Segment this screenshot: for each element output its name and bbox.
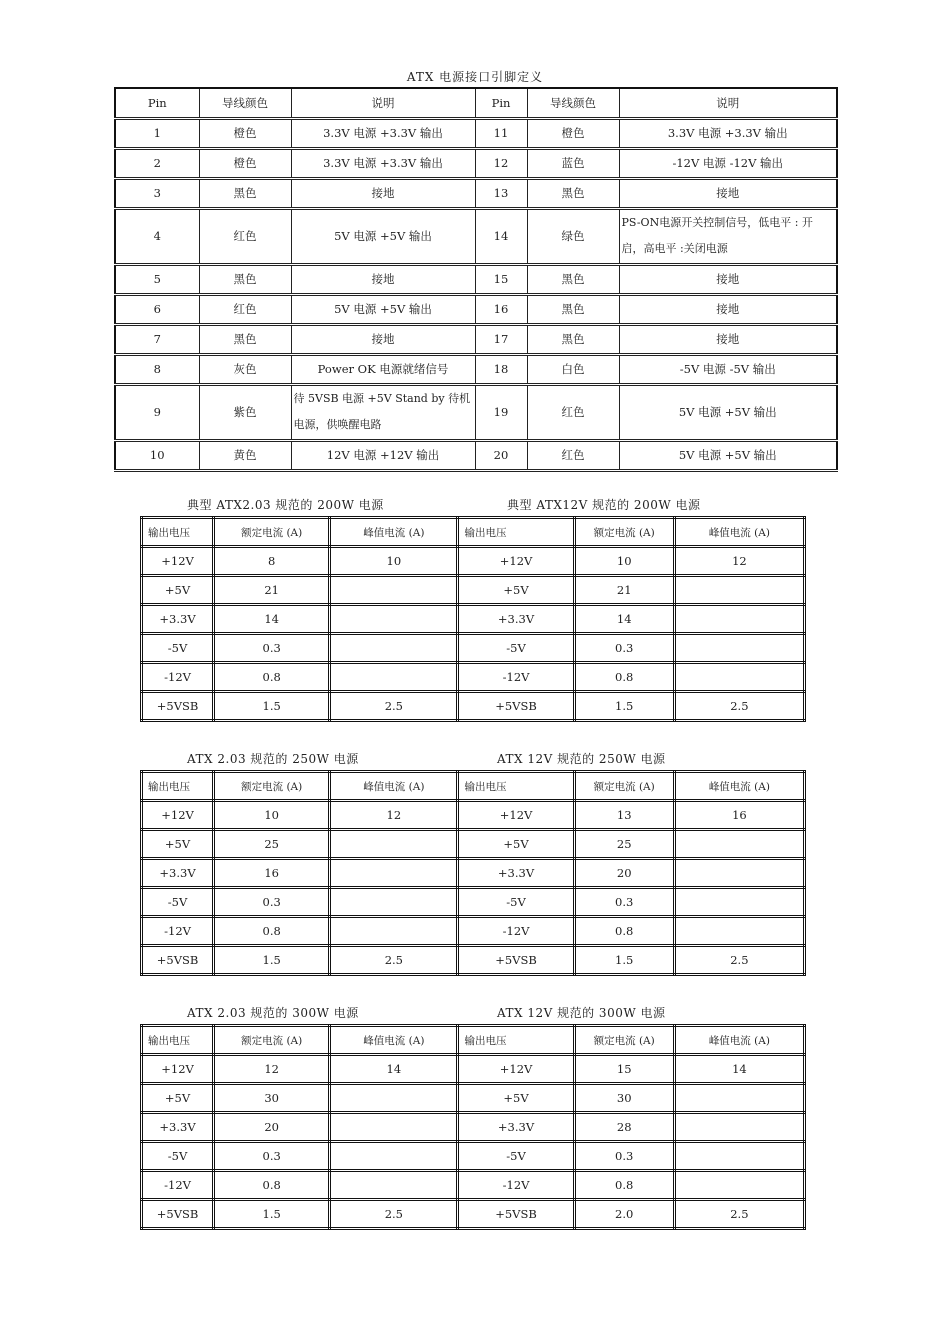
- table-cell: 10: [330, 547, 458, 576]
- power-spec-table: [140, 516, 806, 722]
- table-header-row: [115, 88, 837, 118]
- table-cell: 紫色: [199, 384, 291, 440]
- table-cell: 橙色: [199, 118, 291, 148]
- table-cell: 0.8: [214, 1171, 330, 1200]
- table-cell: 0.8: [574, 917, 674, 946]
- table-cell: 1.5: [214, 946, 330, 975]
- table-cell: 0.3: [574, 888, 674, 917]
- table-row: [115, 440, 837, 470]
- table-cell: 28: [574, 1113, 674, 1142]
- table-cell: 2.5: [674, 1200, 804, 1229]
- table-cell: +12V: [458, 801, 574, 830]
- column-header: Pin: [475, 88, 527, 118]
- table-row: [142, 946, 805, 975]
- table-cell: [330, 1084, 458, 1113]
- power-spec-table: [140, 1024, 806, 1230]
- table-cell: [330, 576, 458, 605]
- table-cell: 3.3V 电源 +3.3V 输出: [291, 118, 475, 148]
- table-cell: 19: [475, 384, 527, 440]
- table-cell: +5V: [458, 830, 574, 859]
- table-cell: -5V 电源 -5V 输出: [619, 354, 837, 384]
- column-header: 输出电压: [458, 518, 574, 547]
- table-header-row: [142, 772, 805, 801]
- table-cell: +3.3V: [458, 1113, 574, 1142]
- table-cell: [674, 1142, 804, 1171]
- table-cell: +5V: [142, 830, 214, 859]
- table-row: [115, 148, 837, 178]
- column-header: 额定电流 (A): [574, 518, 674, 547]
- table-cell: 6: [115, 294, 199, 324]
- table-cell: 5V 电源 +5V 输出: [619, 384, 837, 440]
- table-cell: 12V 电源 +12V 输出: [291, 440, 475, 470]
- table-cell: 14: [674, 1055, 804, 1084]
- table-row: [115, 384, 837, 440]
- table-cell: 5V 电源 +5V 输出: [291, 294, 475, 324]
- table-cell: 1: [115, 118, 199, 148]
- table-cell: 3.3V 电源 +3.3V 输出: [291, 148, 475, 178]
- table-cell: -12V: [458, 917, 574, 946]
- table-cell: 20: [475, 440, 527, 470]
- table-cell: 21: [574, 576, 674, 605]
- table-cell: -12V: [142, 917, 214, 946]
- table-cell: 9: [115, 384, 199, 440]
- table-cell: 10: [115, 440, 199, 470]
- table-cell: 1.5: [214, 1200, 330, 1229]
- table-cell: 2.5: [330, 946, 458, 975]
- table-cell: -5V: [458, 634, 574, 663]
- table-row: [115, 354, 837, 384]
- table-cell: 灰色: [199, 354, 291, 384]
- table-cell: 20: [574, 859, 674, 888]
- table-cell: +5VSB: [142, 1200, 214, 1229]
- column-header: 输出电压: [458, 1026, 574, 1055]
- table-cell: 黑色: [527, 264, 619, 294]
- spec-caption-right: 典型 ATX12V 规范的 200W 电源: [507, 498, 701, 512]
- table-cell: 黑色: [527, 294, 619, 324]
- table-cell: +5VSB: [458, 946, 574, 975]
- table-cell: +12V: [142, 547, 214, 576]
- table-cell: 2.5: [330, 692, 458, 721]
- table-cell: 13: [574, 801, 674, 830]
- column-header: 峰值电流 (A): [330, 772, 458, 801]
- table-cell: 黑色: [199, 264, 291, 294]
- table-row: [142, 859, 805, 888]
- spec-caption-left: ATX 2.03 规范的 250W 电源: [187, 752, 359, 766]
- table-cell: 蓝色: [527, 148, 619, 178]
- table-row: [115, 294, 837, 324]
- table-row: [142, 1084, 805, 1113]
- spec-caption-left: 典型 ATX2.03 规范的 200W 电源: [187, 498, 384, 512]
- table-cell: 橙色: [527, 118, 619, 148]
- table-cell: Power OK 电源就绪信号: [291, 354, 475, 384]
- table-row: [115, 324, 837, 354]
- table-cell: 2.5: [674, 692, 804, 721]
- table-row: [142, 547, 805, 576]
- column-header: 额定电流 (A): [574, 1026, 674, 1055]
- table-cell: 14: [214, 605, 330, 634]
- table-row: [115, 178, 837, 208]
- table-cell: 红色: [199, 294, 291, 324]
- table-cell: 0.8: [214, 917, 330, 946]
- power-spec-table: [140, 770, 806, 976]
- table-cell: 5: [115, 264, 199, 294]
- column-header: 峰值电流 (A): [674, 1026, 804, 1055]
- table-cell: 接地: [619, 294, 837, 324]
- table-row: [142, 692, 805, 721]
- table-cell: 12: [214, 1055, 330, 1084]
- table-cell: [674, 663, 804, 692]
- table-row: [142, 917, 805, 946]
- table-cell: [330, 830, 458, 859]
- table-cell: 12: [330, 801, 458, 830]
- table-cell: -5V: [142, 888, 214, 917]
- table-cell: -12V: [142, 1171, 214, 1200]
- table-cell: 黑色: [527, 178, 619, 208]
- column-header: 额定电流 (A): [214, 518, 330, 547]
- table-cell: [674, 1084, 804, 1113]
- table-cell: [674, 917, 804, 946]
- table-cell: -12V: [142, 663, 214, 692]
- table-row: [142, 605, 805, 634]
- table-cell: 14: [475, 208, 527, 264]
- spec-caption-right: ATX 12V 规范的 250W 电源: [497, 752, 666, 766]
- table-cell: [330, 917, 458, 946]
- table-cell: 白色: [527, 354, 619, 384]
- table-cell: 16: [214, 859, 330, 888]
- column-header: 额定电流 (A): [574, 772, 674, 801]
- table-cell: 0.3: [214, 634, 330, 663]
- table-cell: 0.8: [574, 663, 674, 692]
- table-cell: 11: [475, 118, 527, 148]
- table-cell: +3.3V: [142, 605, 214, 634]
- table-cell: PS-ON电源开关控制信号，低电平 : 开启，高电平 :关闭电源: [619, 208, 837, 264]
- table-cell: 黄色: [199, 440, 291, 470]
- table-cell: 8: [115, 354, 199, 384]
- table-cell: +3.3V: [142, 1113, 214, 1142]
- table-cell: +12V: [458, 547, 574, 576]
- column-header: 峰值电流 (A): [674, 772, 804, 801]
- table-cell: +5V: [458, 576, 574, 605]
- table-cell: 8: [214, 547, 330, 576]
- table-cell: 2: [115, 148, 199, 178]
- spec-caption-left: ATX 2.03 规范的 300W 电源: [187, 1006, 359, 1020]
- table-cell: 5V 电源 +5V 输出: [619, 440, 837, 470]
- table-cell: 红色: [527, 440, 619, 470]
- table-cell: +5V: [142, 576, 214, 605]
- column-header: 输出电压: [142, 772, 214, 801]
- table-cell: 4: [115, 208, 199, 264]
- column-header: 额定电流 (A): [214, 772, 330, 801]
- table-cell: [674, 605, 804, 634]
- table-cell: -5V: [458, 888, 574, 917]
- table-cell: 1.5: [574, 692, 674, 721]
- table-cell: +3.3V: [458, 605, 574, 634]
- table-cell: -12V: [458, 1171, 574, 1200]
- table-cell: 16: [674, 801, 804, 830]
- table-cell: 3: [115, 178, 199, 208]
- table-cell: [674, 859, 804, 888]
- table-cell: 20: [214, 1113, 330, 1142]
- table-row: [142, 1055, 805, 1084]
- table-cell: +12V: [458, 1055, 574, 1084]
- table-cell: 红色: [199, 208, 291, 264]
- table-cell: 16: [475, 294, 527, 324]
- table-cell: 18: [475, 354, 527, 384]
- table-row: [142, 1171, 805, 1200]
- table-cell: 接地: [619, 264, 837, 294]
- table-cell: +5VSB: [142, 692, 214, 721]
- table-cell: 0.3: [214, 1142, 330, 1171]
- table-cell: 黑色: [527, 324, 619, 354]
- table-cell: 10: [214, 801, 330, 830]
- pin-definition-table: [114, 87, 838, 472]
- table-cell: +5VSB: [458, 1200, 574, 1229]
- column-header: 导线颜色: [199, 88, 291, 118]
- table-cell: 2.5: [330, 1200, 458, 1229]
- table-cell: +5VSB: [142, 946, 214, 975]
- column-header: Pin: [115, 88, 199, 118]
- table-cell: 15: [475, 264, 527, 294]
- table-cell: [330, 1142, 458, 1171]
- table-row: [142, 830, 805, 859]
- table-cell: -12V: [458, 663, 574, 692]
- table-cell: 3.3V 电源 +3.3V 输出: [619, 118, 837, 148]
- table-cell: 0.8: [574, 1171, 674, 1200]
- column-header: 导线颜色: [527, 88, 619, 118]
- table-cell: 2.0: [574, 1200, 674, 1229]
- table-cell: -5V: [458, 1142, 574, 1171]
- table-cell: 接地: [291, 264, 475, 294]
- table-cell: 接地: [291, 324, 475, 354]
- table-cell: -5V: [142, 634, 214, 663]
- table-cell: +12V: [142, 1055, 214, 1084]
- table-cell: [674, 1171, 804, 1200]
- table-cell: 10: [574, 547, 674, 576]
- table-cell: [330, 663, 458, 692]
- table-cell: 25: [574, 830, 674, 859]
- table-header-row: [142, 1026, 805, 1055]
- column-header: 输出电压: [458, 772, 574, 801]
- column-header: 峰值电流 (A): [330, 1026, 458, 1055]
- table-cell: [674, 888, 804, 917]
- table-cell: [674, 1113, 804, 1142]
- table-cell: 0.3: [574, 1142, 674, 1171]
- table-cell: +5VSB: [458, 692, 574, 721]
- table-cell: [330, 888, 458, 917]
- table-cell: 25: [214, 830, 330, 859]
- column-header: 峰值电流 (A): [330, 518, 458, 547]
- table-cell: 2.5: [674, 946, 804, 975]
- table-row: [142, 634, 805, 663]
- table-cell: [330, 859, 458, 888]
- table-header-row: [142, 518, 805, 547]
- table-row: [115, 264, 837, 294]
- table-row: [142, 888, 805, 917]
- table-row: [142, 1113, 805, 1142]
- table-cell: [674, 576, 804, 605]
- table-cell: [674, 830, 804, 859]
- table-cell: [330, 1113, 458, 1142]
- table-cell: 0.3: [574, 634, 674, 663]
- column-header: 输出电压: [142, 518, 214, 547]
- table-cell: 0.3: [214, 888, 330, 917]
- table-cell: +12V: [142, 801, 214, 830]
- table-row: [142, 1200, 805, 1229]
- table-cell: 7: [115, 324, 199, 354]
- table-cell: 15: [574, 1055, 674, 1084]
- table-row: [142, 663, 805, 692]
- table-cell: 接地: [619, 324, 837, 354]
- table-cell: 接地: [619, 178, 837, 208]
- table-cell: 待 5VSB 电源 +5V Stand by 待机电源，供唤醒电路: [291, 384, 475, 440]
- table-cell: 14: [330, 1055, 458, 1084]
- table-cell: 黑色: [199, 324, 291, 354]
- spec-caption-right: ATX 12V 规范的 300W 电源: [497, 1006, 666, 1020]
- table-cell: 12: [674, 547, 804, 576]
- table-row: [115, 208, 837, 264]
- table-row: [142, 801, 805, 830]
- column-header: 输出电压: [142, 1026, 214, 1055]
- table-cell: 5V 电源 +5V 输出: [291, 208, 475, 264]
- table-cell: 橙色: [199, 148, 291, 178]
- table-cell: 0.8: [214, 663, 330, 692]
- table-cell: 30: [574, 1084, 674, 1113]
- pin-table-title: ATX 电源接口引脚定义: [406, 70, 544, 84]
- table-cell: -12V 电源 -12V 输出: [619, 148, 837, 178]
- table-cell: 1.5: [574, 946, 674, 975]
- table-cell: 黑色: [199, 178, 291, 208]
- column-header: 峰值电流 (A): [674, 518, 804, 547]
- table-cell: 绿色: [527, 208, 619, 264]
- table-cell: 1.5: [214, 692, 330, 721]
- table-cell: +3.3V: [142, 859, 214, 888]
- column-header: 额定电流 (A): [214, 1026, 330, 1055]
- table-cell: 17: [475, 324, 527, 354]
- table-row: [115, 118, 837, 148]
- column-header: 说明: [291, 88, 475, 118]
- table-cell: 30: [214, 1084, 330, 1113]
- table-cell: [674, 634, 804, 663]
- table-cell: 14: [574, 605, 674, 634]
- table-cell: +3.3V: [458, 859, 574, 888]
- table-cell: 接地: [291, 178, 475, 208]
- table-cell: 12: [475, 148, 527, 178]
- column-header: 说明: [619, 88, 837, 118]
- table-cell: +5V: [142, 1084, 214, 1113]
- table-row: [142, 1142, 805, 1171]
- table-row: [142, 576, 805, 605]
- table-cell: 红色: [527, 384, 619, 440]
- table-cell: [330, 1171, 458, 1200]
- table-cell: -5V: [142, 1142, 214, 1171]
- table-cell: 13: [475, 178, 527, 208]
- table-cell: 21: [214, 576, 330, 605]
- table-cell: +5V: [458, 1084, 574, 1113]
- table-cell: [330, 605, 458, 634]
- table-cell: [330, 634, 458, 663]
